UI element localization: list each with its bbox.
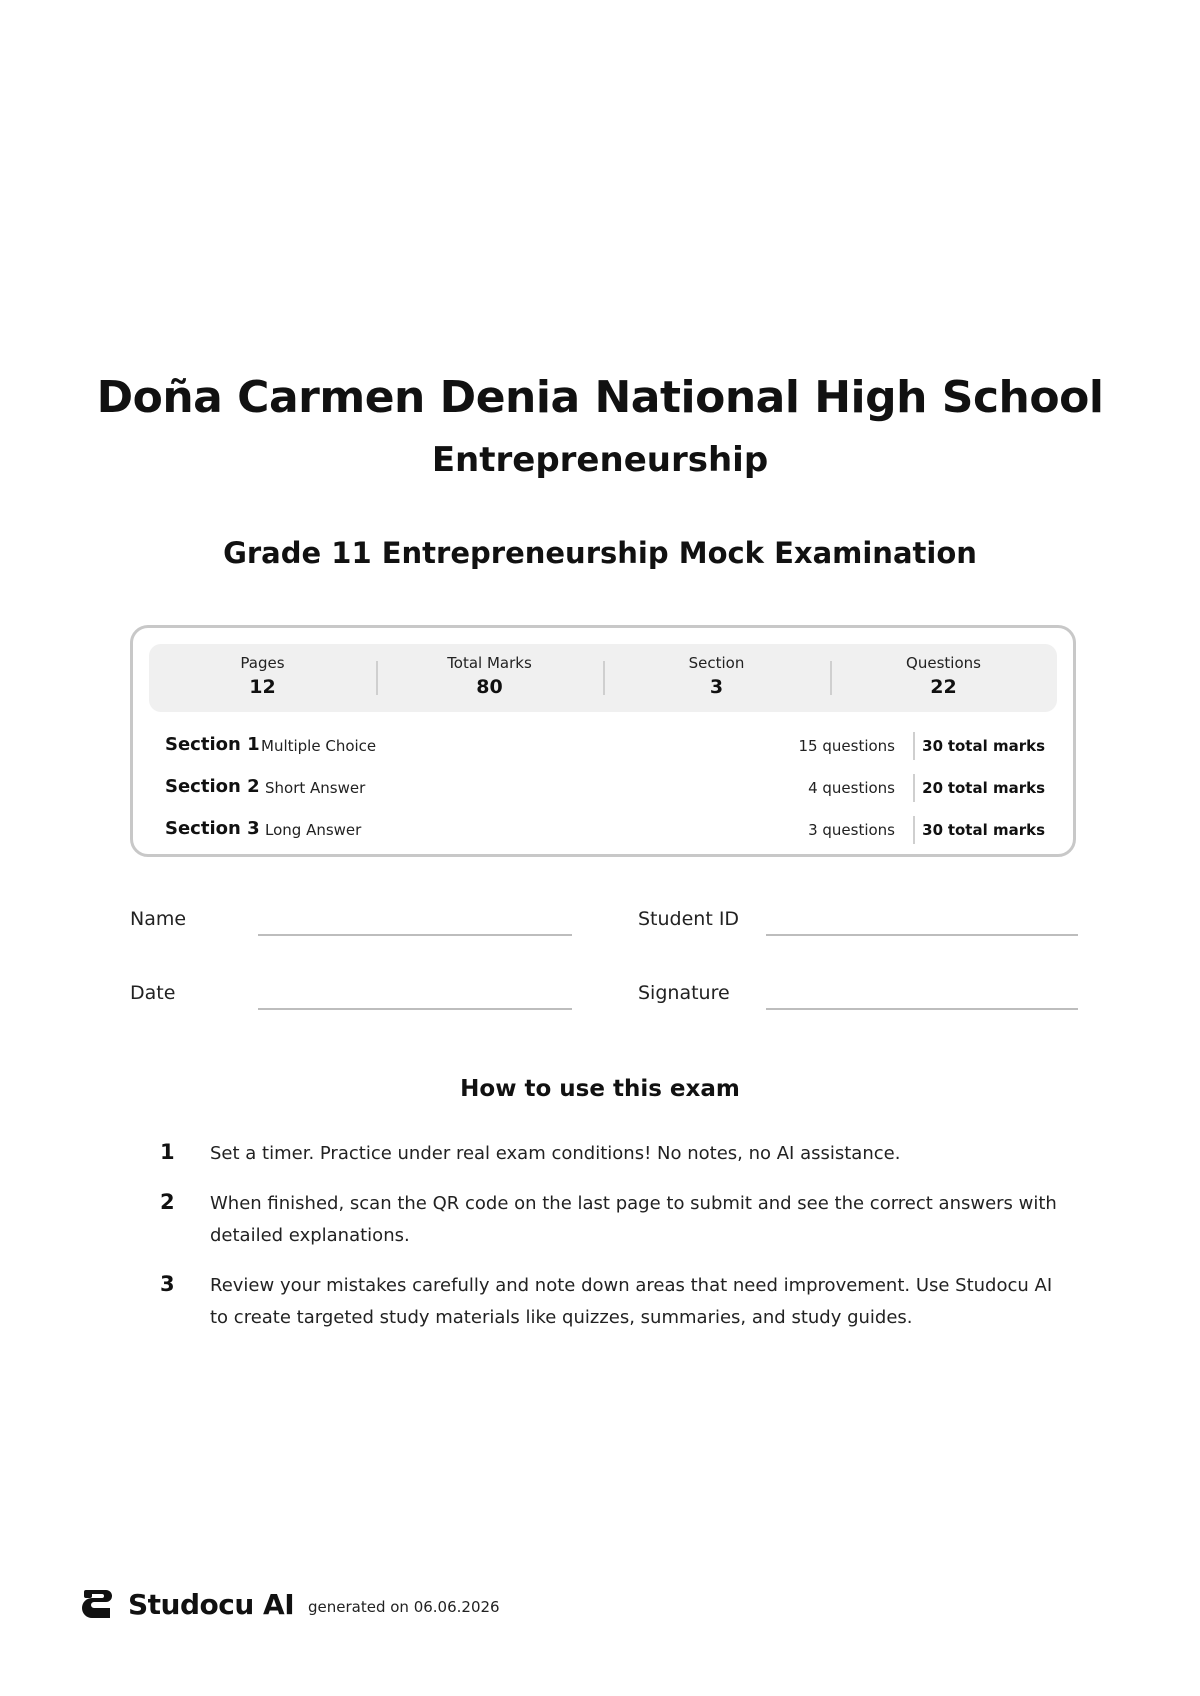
section-row-1	[165, 734, 1045, 764]
date-label: Date	[130, 982, 176, 1004]
stat-questions	[830, 644, 1057, 712]
signature-label: Signature	[638, 982, 730, 1004]
section-type: Multiple Choice	[261, 737, 377, 755]
section-name: Section 3	[165, 818, 260, 839]
stat-value: 3	[709, 676, 724, 698]
section-marks-label: total marks	[947, 821, 1045, 839]
section-marks-label: total marks	[947, 779, 1045, 797]
generated-date: generated on 06.06.2026	[308, 1598, 500, 1616]
school-name: Doña Carmen Denia National High School	[96, 372, 1104, 423]
studocu-logo-icon	[80, 1586, 116, 1622]
step-text: Set a timer. Practice under real exam conditions! No notes, no AI assistance.	[210, 1143, 901, 1164]
section-marks	[922, 779, 1045, 797]
section-question-count: 15 questions	[798, 737, 895, 755]
step-number: 3	[160, 1272, 175, 1296]
section-row-3	[165, 818, 1045, 848]
section-marks-number: 20	[922, 779, 944, 797]
section-marks-number: 30	[922, 821, 944, 839]
section-name: Section 2	[165, 776, 260, 797]
step-number: 1	[160, 1140, 175, 1164]
signature-field[interactable]	[766, 1008, 1078, 1010]
instructions-title: How to use this exam	[460, 1076, 740, 1102]
name-field[interactable]	[258, 934, 572, 936]
section-name: Section 1	[165, 734, 260, 755]
section-row-2	[165, 776, 1045, 806]
stat-value: 22	[930, 676, 957, 698]
section-divider	[913, 732, 915, 760]
stat-pages	[149, 644, 376, 712]
student-id-field[interactable]	[766, 934, 1078, 936]
section-marks	[922, 737, 1045, 755]
section-divider	[913, 816, 915, 844]
section-type: Long Answer	[265, 821, 362, 839]
section-question-count: 3 questions	[808, 821, 895, 839]
stat-label: Section	[688, 654, 745, 672]
stat-section	[603, 644, 830, 712]
section-type: Short Answer	[265, 779, 366, 797]
student-id-label: Student ID	[638, 908, 740, 930]
exam-summary-box	[130, 625, 1076, 857]
step-text: Review your mistakes carefully and note down areas that need improvement. Use Studocu AI to create targeted study materials like quizzes, summaries, and study guides.	[210, 1275, 1053, 1328]
name-label: Name	[130, 908, 187, 930]
section-divider	[913, 774, 915, 802]
section-question-count: 4 questions	[808, 779, 895, 797]
stat-value: 12	[249, 676, 276, 698]
step-text: When finished, scan the QR code on the last page to submit and see the correct answers with detailed explanations.	[210, 1193, 1057, 1246]
stats-bar	[149, 644, 1057, 712]
section-marks-number: 30	[922, 737, 944, 755]
stat-total-marks	[376, 644, 603, 712]
section-marks-label: total marks	[947, 737, 1045, 755]
section-marks	[922, 821, 1045, 839]
stat-label: Total Marks	[447, 654, 532, 672]
date-field[interactable]	[258, 1008, 572, 1010]
stat-label: Pages	[240, 654, 285, 672]
subject-title: Entrepreneurship	[431, 440, 769, 480]
exam-title: Grade 11 Entrepreneurship Mock Examination	[223, 536, 977, 570]
stat-value: 80	[476, 676, 503, 698]
stat-label: Questions	[906, 654, 981, 672]
footer-brand: Studocu AI	[128, 1588, 295, 1621]
step-number: 2	[160, 1190, 175, 1214]
